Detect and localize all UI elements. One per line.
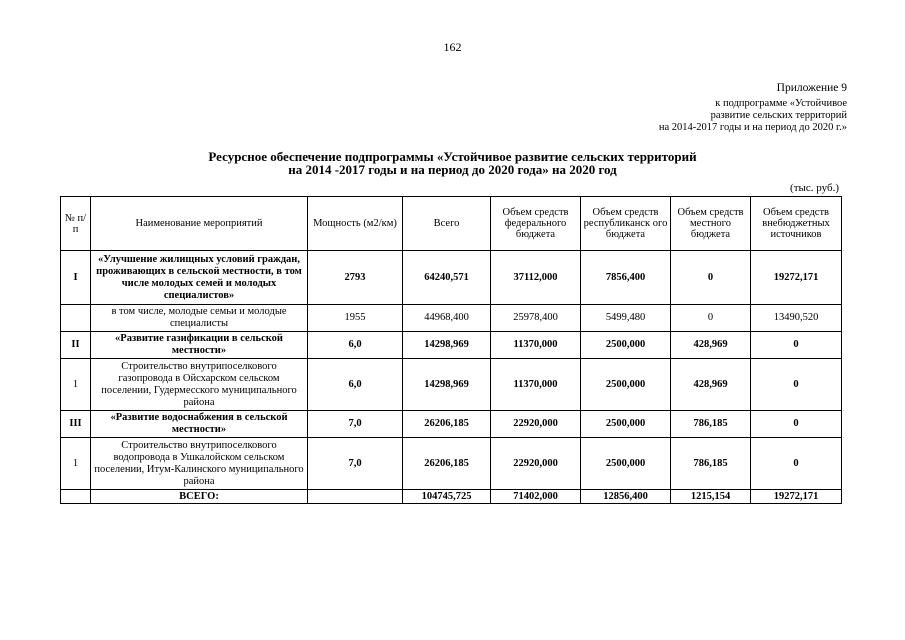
table-row xyxy=(61,359,842,411)
cell-number: II xyxy=(61,332,91,359)
cell-number xyxy=(61,305,91,332)
cell-capacity xyxy=(308,490,403,504)
cell-federal: 25978,400 xyxy=(491,305,581,332)
cell-total: 14298,969 xyxy=(403,359,491,411)
cell-federal: 11370,000 xyxy=(491,359,581,411)
cell-extrabudgetary: 19272,171 xyxy=(751,251,842,305)
title-line: Ресурсное обеспечение подпрограммы «Устойчивое развитие сельских территорий xyxy=(208,149,697,164)
cell-federal: 22920,000 xyxy=(491,438,581,490)
cell-number: III xyxy=(61,411,91,438)
cell-capacity: 1955 xyxy=(308,305,403,332)
cell-total: 44968,400 xyxy=(403,305,491,332)
cell-local: 0 xyxy=(671,251,751,305)
cell-extrabudgetary: 13490,520 xyxy=(751,305,842,332)
cell-republican: 7856,400 xyxy=(581,251,671,305)
appendix-line: к подпрограмме «Устойчивое xyxy=(715,98,847,109)
cell-republican: 12856,400 xyxy=(581,490,671,504)
cell-local: 428,969 xyxy=(671,359,751,411)
cell-total: 14298,969 xyxy=(403,332,491,359)
header-republican: Объем средств республиканск ого бюджета xyxy=(581,197,671,251)
cell-federal: 22920,000 xyxy=(491,411,581,438)
table-row xyxy=(61,438,842,490)
cell-name: «Развитие газификации в сельской местности» xyxy=(91,332,308,359)
cell-capacity: 6,0 xyxy=(308,332,403,359)
header-total: Всего xyxy=(403,197,491,251)
header-local: Объем средств местного бюджета xyxy=(671,197,751,251)
cell-name: «Развитие водоснабжения в сельской местности» xyxy=(91,411,308,438)
appendix-title: Приложение 9 xyxy=(776,82,847,94)
cell-republican: 2500,000 xyxy=(581,332,671,359)
cell-extrabudgetary: 0 xyxy=(751,411,842,438)
title-line: на 2014 -2017 годы и на период до 2020 года» на 2020 год xyxy=(288,162,617,177)
cell-federal: 71402,000 xyxy=(491,490,581,504)
table-row xyxy=(61,490,842,504)
header-extrabudgetary: Объем средств внебюджетных источников xyxy=(751,197,842,251)
cell-capacity: 7,0 xyxy=(308,411,403,438)
appendix-line: на 2014-2017 годы и на период до 2020 г.» xyxy=(658,122,847,133)
document-title xyxy=(0,150,905,176)
cell-name: ВСЕГО: xyxy=(91,490,308,504)
cell-capacity: 6,0 xyxy=(308,359,403,411)
header-number: № п/ п xyxy=(61,197,91,251)
cell-name: Строительство внутрипоселкового газопровода в Ойсхарском сельском поселении, Гудермесского муниципального района xyxy=(91,359,308,411)
cell-local: 1215,154 xyxy=(671,490,751,504)
cell-local: 0 xyxy=(671,305,751,332)
table-row xyxy=(61,251,842,305)
resource-table xyxy=(60,196,842,504)
cell-number: I xyxy=(61,251,91,305)
table-row xyxy=(61,305,842,332)
appendix-reference xyxy=(659,98,847,134)
cell-capacity: 7,0 xyxy=(308,438,403,490)
cell-number xyxy=(61,490,91,504)
cell-total: 26206,185 xyxy=(403,411,491,438)
cell-federal: 11370,000 xyxy=(491,332,581,359)
page-number: 162 xyxy=(443,40,462,54)
cell-total: 26206,185 xyxy=(403,438,491,490)
header-name: Наименование мероприятий xyxy=(91,197,308,251)
cell-total: 64240,571 xyxy=(403,251,491,305)
appendix-line: развитие сельских территорий xyxy=(710,110,847,121)
cell-capacity: 2793 xyxy=(308,251,403,305)
cell-local: 786,185 xyxy=(671,411,751,438)
header-row xyxy=(61,197,842,251)
cell-number: 1 xyxy=(61,359,91,411)
cell-number: 1 xyxy=(61,438,91,490)
cell-local: 428,969 xyxy=(671,332,751,359)
cell-total: 104745,725 xyxy=(403,490,491,504)
cell-republican: 2500,000 xyxy=(581,359,671,411)
cell-local: 786,185 xyxy=(671,438,751,490)
cell-extrabudgetary: 0 xyxy=(751,438,842,490)
cell-name: «Улучшение жилищных условий граждан, проживающих в сельской местности, в том числе молодых семей и молодых специалистов» xyxy=(91,251,308,305)
cell-extrabudgetary: 0 xyxy=(751,332,842,359)
cell-name: в том числе, молодые семьи и молодые специалисты xyxy=(91,305,308,332)
table-row xyxy=(61,332,842,359)
cell-name: Строительство внутрипоселкового водопровода в Ушкалойском сельском поселении, Итум-Калинского муниципального района xyxy=(91,438,308,490)
cell-republican: 2500,000 xyxy=(581,438,671,490)
header-capacity: Мощность (м2/км) xyxy=(308,197,403,251)
cell-republican: 2500,000 xyxy=(581,411,671,438)
cell-extrabudgetary: 0 xyxy=(751,359,842,411)
cell-republican: 5499,480 xyxy=(581,305,671,332)
cell-extrabudgetary: 19272,171 xyxy=(751,490,842,504)
cell-federal: 37112,000 xyxy=(491,251,581,305)
table-row xyxy=(61,411,842,438)
units-label: (тыс. руб.) xyxy=(790,182,839,194)
header-federal: Объем средств федерального бюджета xyxy=(491,197,581,251)
